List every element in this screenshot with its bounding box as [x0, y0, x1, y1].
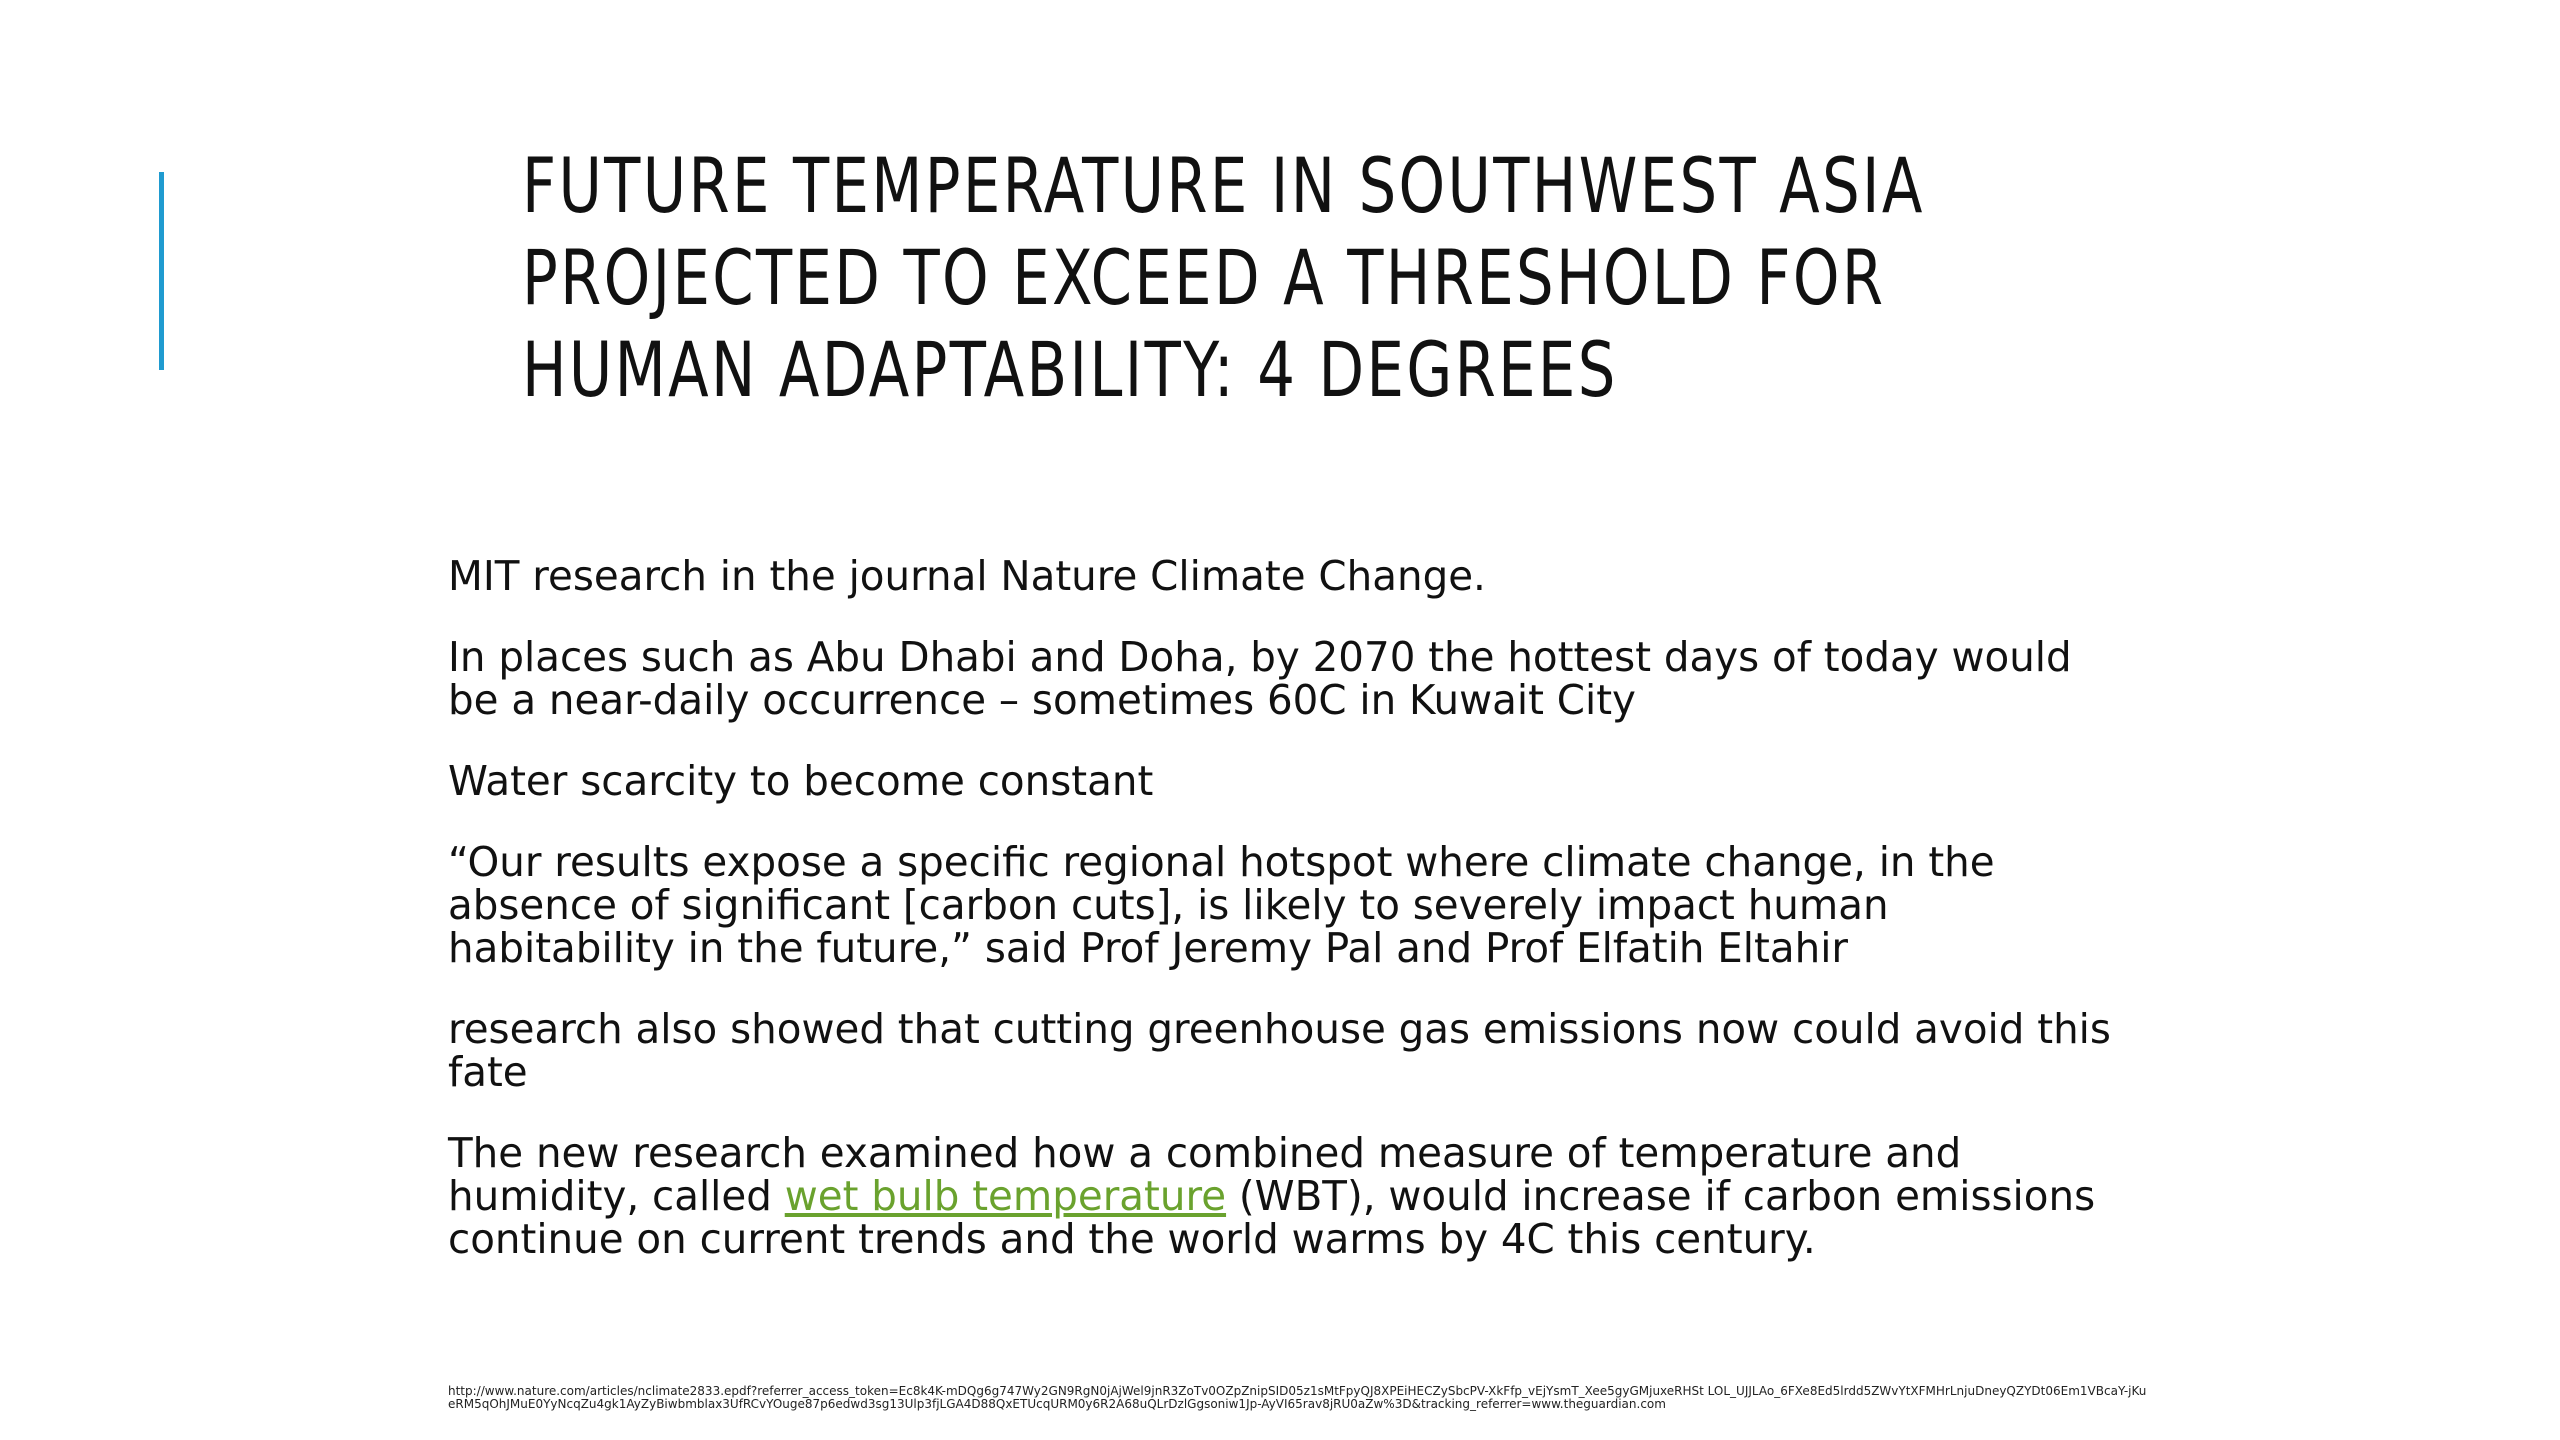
title-line-3: HUMAN ADAPTABILITY: 4 DEGREES: [522, 325, 1618, 414]
title-accent-bar: [159, 172, 164, 370]
source-footnote[interactable]: http://www.nature.com/articles/nclimate2833.epdf?referrer_access_token=Ec8k4K-mDQg6g747Wy2GN9RgN0jAjWel9jnR3ZoTv0OZpZnipSID05z1sMtFpyQJ8XPEiHECZySbcPV-XkFfp_vEjYsmT_Xee5gyGMjuxeRHSt LOL_UJJLAo_6FXe8Ed5lrdd5ZWvYtXFMHrLnjuDneyQZYDt06Em1VBcaY-jKueRM5qOhJMuE0YyNcqZu4gk1AyZyBiwbmblax3UfRCvYOuge87p6edwd3sg13Ulp3fjLGA4D88QxETUcqURM0y6R2A68uQLrDzlGgsoniw1Jp-AyVI65rav8jRU0aZw%3D&tracking_referrer=www.theguardian.com: [448, 1384, 2147, 1411]
paragraph-mit-research: MIT research in the journal Nature Climate Change.: [448, 552, 1486, 600]
paragraph-wbt-rest: (WBT), would increase if carbon emissions continue on current trends and the world warms by 4C this century.: [448, 1172, 2096, 1263]
title-line-2: PROJECTED TO EXCEED A THRESHOLD FOR: [522, 233, 1886, 322]
slide-title: [522, 140, 1925, 416]
paragraph-emissions: research also showed that cutting greenhouse gas emissions now could avoid this fate: [448, 1005, 2111, 1096]
slide-body: [448, 552, 2138, 1299]
paragraph-wbt-intro: The new research examined how a combined measure of temperature and humidity, called: [448, 1129, 1962, 1220]
title-line-1: FUTURE TEMPERATURE IN SOUTHWEST ASIA: [522, 141, 1925, 230]
wet-bulb-temperature-link[interactable]: wet bulb temperature: [784, 1172, 1227, 1220]
paragraph-hottest-days: In places such as Abu Dhabi and Doha, by 2070 the hottest days of today would be a near-daily occurrence – sometimes 60C in Kuwait City: [448, 633, 2072, 724]
paragraph-water-scarcity: Water scarcity to become constant: [448, 757, 1154, 805]
paragraph-quote: “Our results expose a specific regional hotspot where climate change, in the absence of significant [carbon cuts], is likely to severely impact human habitability in the future,” said Prof Jeremy Pal and Prof Elfatih Eltahir: [448, 838, 1995, 972]
paragraph-wbt: [448, 1129, 2113, 1263]
